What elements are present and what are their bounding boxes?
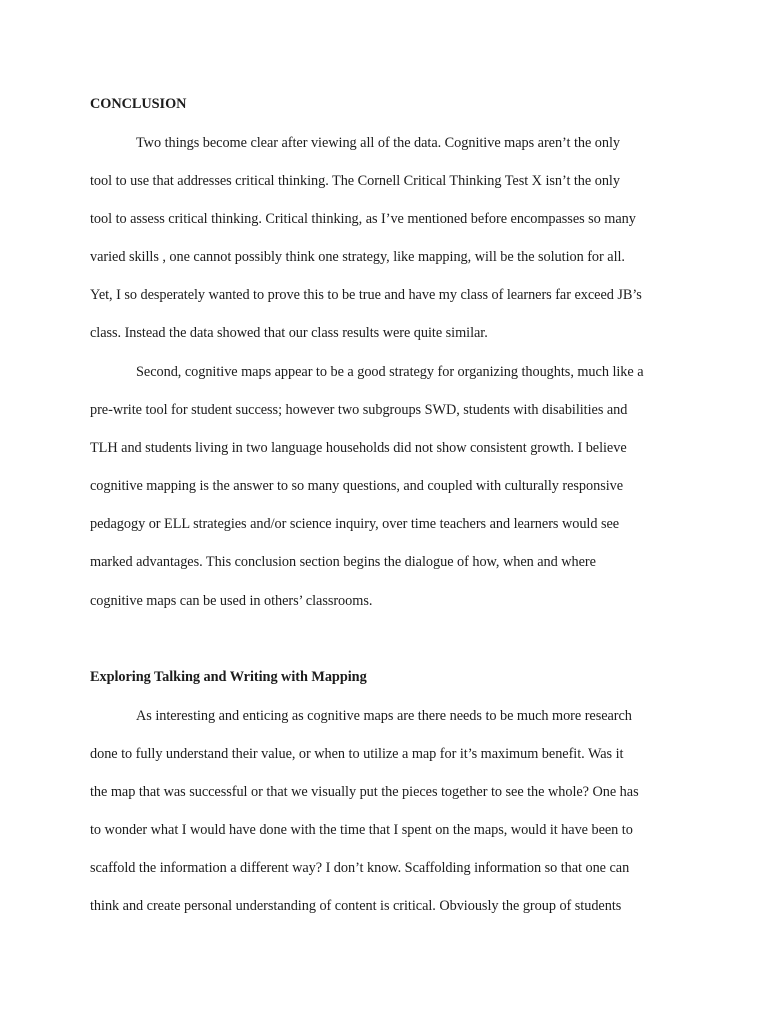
paragraph-line: As interesting and enticing as cognitive maps are there needs to be much more research <box>136 708 632 724</box>
paragraph-line: done to fully understand their value, or when to utilize a map for it’s maximum benefit. Was it <box>90 746 624 762</box>
paragraph-line: class. Instead the data showed that our class results were quite similar. <box>90 325 488 341</box>
paragraph-line: Two things become clear after viewing all of the data. Cognitive maps aren’t the only <box>136 135 621 151</box>
paragraph-line: TLH and students living in two language households did not show consistent growth. I believe <box>90 440 627 456</box>
paragraph-line: marked advantages. This conclusion section begins the dialogue of how, when and where <box>90 554 596 570</box>
paragraph-line: cognitive mapping is the answer to so many questions, and coupled with culturally responsive <box>90 478 624 494</box>
paragraph-line: think and create personal understanding of content is critical. Obviously the group of students <box>90 898 622 914</box>
paragraph-line: pedagogy or ELL strategies and/or science inquiry, over time teachers and learners would see <box>90 516 620 532</box>
paragraph-line: scaffold the information a different way? I don’t know. Scaffolding information so that one can <box>90 860 630 876</box>
paragraph-line: Second, cognitive maps appear to be a good strategy for organizing thoughts, much like a <box>136 364 644 380</box>
paragraph-line: tool to use that addresses critical thinking. The Cornell Critical Thinking Test X isn’t the only <box>90 173 620 189</box>
paragraph-line: the map that was successful or that we visually put the pieces together to see the whole? One has <box>90 784 639 800</box>
paragraph-line: cognitive maps can be used in others’ classrooms. <box>90 593 373 609</box>
section-heading-exploring: Exploring Talking and Writing with Mapping <box>90 669 367 685</box>
paragraph-line: to wonder what I would have done with the time that I spent on the maps, would it have been to <box>90 822 633 838</box>
section-heading-conclusion: CONCLUSION <box>90 96 187 112</box>
paragraph-line: pre-write tool for student success; however two subgroups SWD, students with disabilities and <box>90 402 628 418</box>
paragraph-line: varied skills , one cannot possibly think one strategy, like mapping, will be the solution for all. <box>90 249 625 265</box>
paragraph-line: tool to assess critical thinking. Critical thinking, as I’ve mentioned before encompasses so many <box>90 211 636 227</box>
paragraph-line: Yet, I so desperately wanted to prove this to be true and have my class of learners far exceed JB’s <box>90 287 642 303</box>
